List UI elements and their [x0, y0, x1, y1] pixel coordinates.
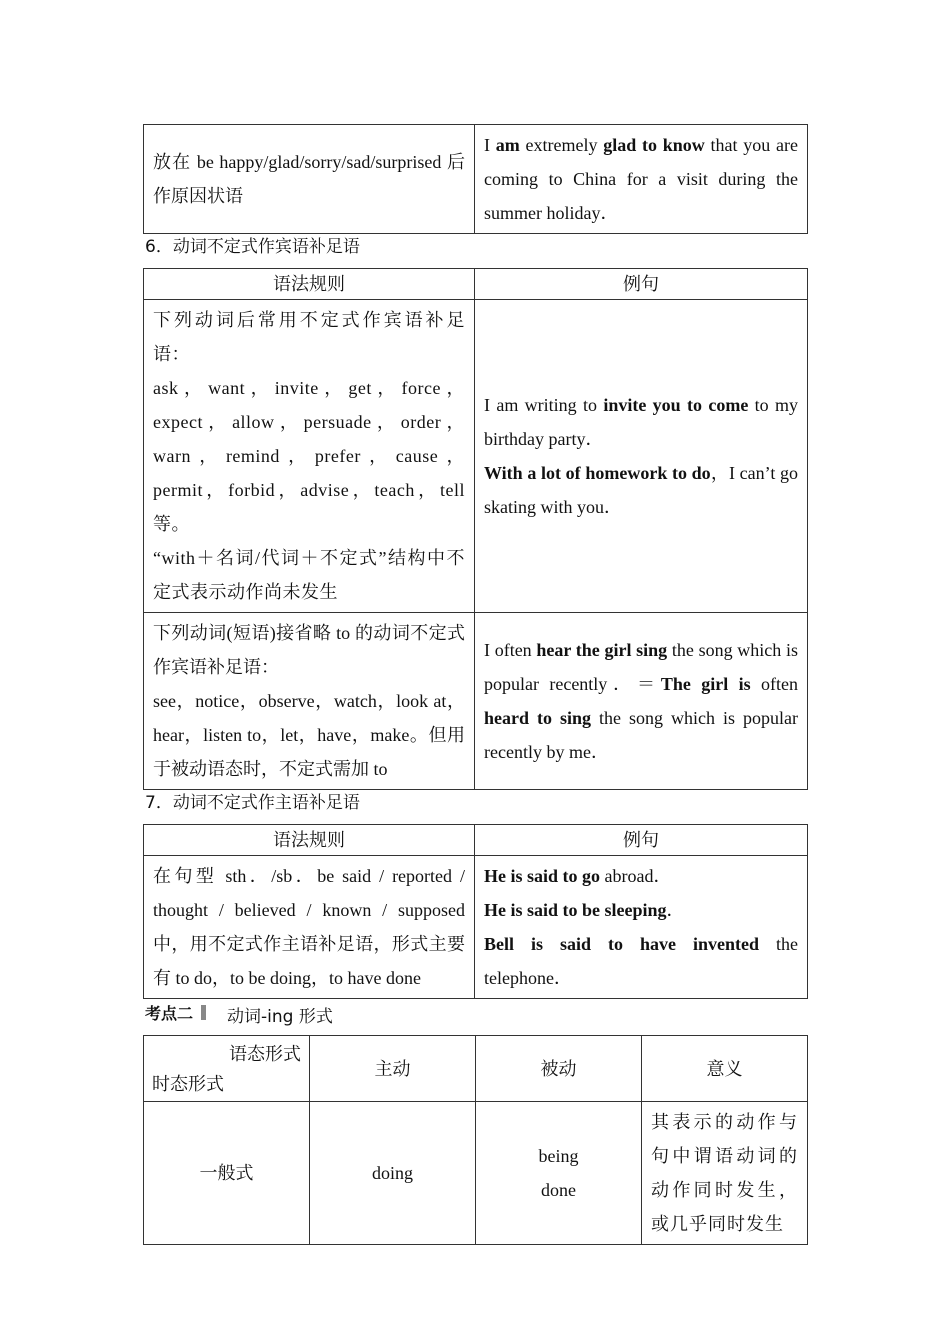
corner-top-label: 语态形式: [229, 1043, 301, 1064]
kaodian-title: 动词-ing 形式: [227, 1007, 333, 1027]
passive-cell: being done: [476, 1102, 642, 1245]
table-header-row: [144, 1036, 808, 1102]
rule-cell: 在句型 sth．/sb．be said / reported / thought / believed / known / supposed 中，用不定式作主语补足语，形式主要有 to do，to be doing，to have done: [144, 856, 475, 999]
rule-cell: 下列动词后常用不定式作宾语补足语： ask，want，invite，get，force，expect，allow，persuade，order，warn，remind，prefer，cause，permit，forbid，advise，teach，tell 等。 “with＋名词/代词＋不定式”结构中不定式表示动作尚未发生: [144, 300, 475, 613]
table-row: [144, 125, 808, 234]
table-header-row: [144, 269, 808, 300]
header-meaning: 意义: [642, 1036, 808, 1102]
example-cell: I often hear the girl sing the song which is popular recently．＝The girl is often heard to sing the song which is popular recently by me．: [475, 613, 808, 790]
kaodian-heading: [143, 999, 807, 1035]
kaodian-marker-icon: [201, 1005, 206, 1020]
header-example: 例句: [475, 269, 808, 300]
tense-cell: 一般式: [144, 1102, 310, 1245]
table-row: [144, 1102, 808, 1245]
corner-cell: [144, 1036, 310, 1102]
header-active: 主动: [310, 1036, 476, 1102]
table-row: [144, 856, 808, 999]
table-ing-forms: [143, 1035, 808, 1245]
header-passive: 被动: [476, 1036, 642, 1102]
document-page: [143, 124, 807, 1245]
header-example: 例句: [475, 825, 808, 856]
section-7-title: 7．动词不定式作主语补足语: [145, 793, 360, 813]
example-cell: I am writing to invite you to come to my birthday party． With a lot of homework to do，I can’t go skating with you．: [475, 300, 808, 613]
table-object-complement: [143, 268, 808, 790]
header-rule: 语法规则: [144, 269, 475, 300]
meaning-cell: 其表示的动作与句中谓语动词的动作同时发生，或几乎同时发生: [642, 1102, 808, 1245]
table-row: [144, 300, 808, 613]
example-cell: I am extremely glad to know that you are coming to China for a visit during the summer holiday．: [475, 125, 808, 234]
table-subject-complement: [143, 824, 808, 999]
table-header-row: [144, 825, 808, 856]
rule-cell: 放在 be happy/glad/sorry/sad/surprised 后作原因状语: [144, 125, 475, 234]
kaodian-label: 考点二: [145, 1004, 194, 1023]
example-cell: He is said to go abroad． He is said to be sleeping． Bell is said to have invented the telephone．: [475, 856, 808, 999]
table-row: [144, 613, 808, 790]
rule-cell: 下列动词(短语)接省略 to 的动词不定式作宾语补足语： see，notice，observe，watch，look at，hear，listen to，let，have，make。但用于被动语态时，不定式需加 to: [144, 613, 475, 790]
section-6-title: 6．动词不定式作宾语补足语: [145, 237, 360, 257]
active-cell: doing: [310, 1102, 476, 1245]
header-rule: 语法规则: [144, 825, 475, 856]
corner-bottom-label: 时态形式: [152, 1073, 224, 1094]
table-infinitive-adverbial: [143, 124, 808, 234]
